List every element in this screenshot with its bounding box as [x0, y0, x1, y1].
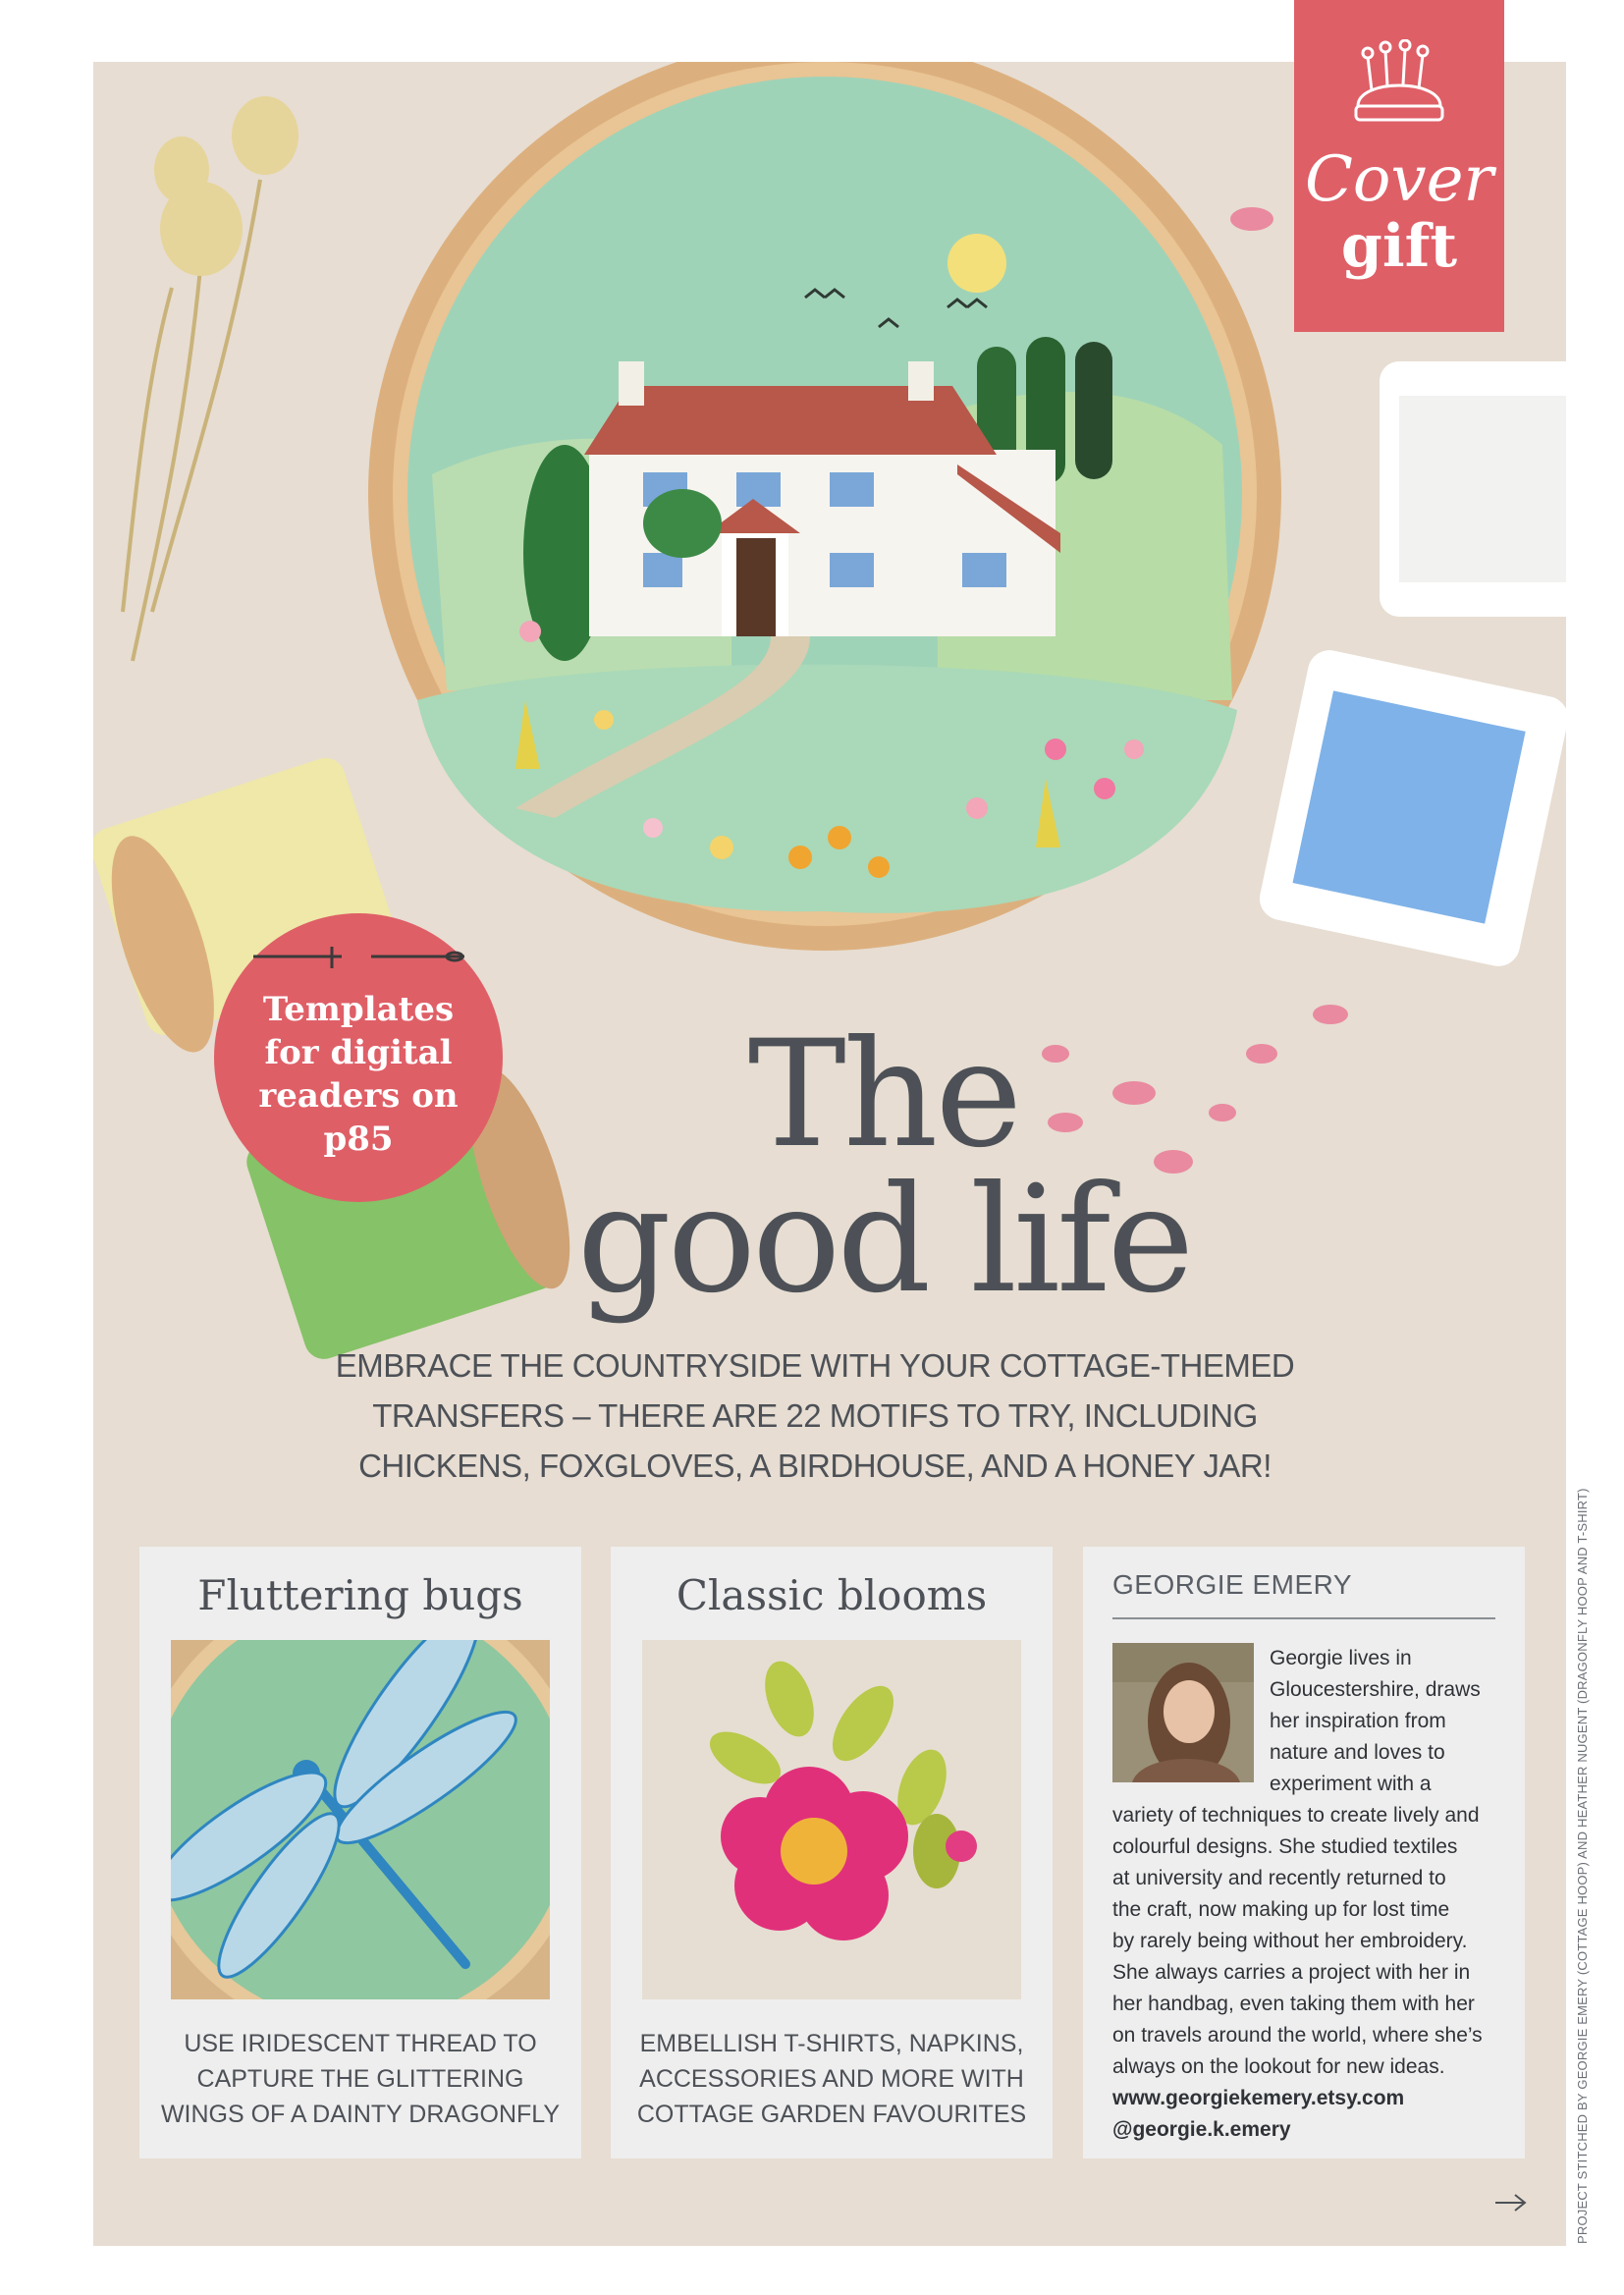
bio-line: Gloucestershire, draws — [1270, 1678, 1481, 1701]
pincushion-icon — [1350, 39, 1448, 137]
title-line1: The — [747, 1010, 1020, 1180]
thread-card-white — [1380, 361, 1566, 617]
photo-credit-text: PROJECT STITCHED BY GEORGIE EMERY (COTTAGE HOOP) AND HEATHER NUGENT (DRAGONFLY HOOP AND T-SHIRT) — [1575, 1488, 1590, 2244]
bio-line: on travels around the world, where she’s — [1112, 2024, 1483, 2047]
bio-line: Georgie lives in — [1270, 1647, 1412, 1669]
title-line2: good life — [576, 1155, 1191, 1326]
bio-line: nature and loves to — [1270, 1741, 1445, 1764]
card-classic-blooms — [611, 1547, 1053, 2158]
card-title: Fluttering bugs — [197, 1571, 523, 1619]
card-caption — [621, 2026, 1043, 2132]
arrow-right-icon[interactable] — [1493, 2193, 1529, 2213]
standfirst-line2: TRANSFERS – THERE ARE 22 MOTIFS TO TRY, INCLUDING — [372, 1397, 1258, 1434]
bio-line: always on the lookout for new ideas. — [1112, 2055, 1445, 2078]
card-fluttering-bugs — [139, 1547, 581, 2158]
bio-line: She always carries a project with her in — [1112, 1961, 1471, 1984]
cover-gift-tag — [1294, 0, 1504, 332]
standfirst-line1: EMBRACE THE COUNTRYSIDE WITH YOUR COTTAGE-THEMED — [335, 1347, 1295, 1384]
bio-line: colourful designs. She studied textiles — [1112, 1835, 1458, 1858]
caption-line3: COTTAGE GARDEN FAVOURITES — [636, 2101, 1027, 2128]
bio-line: at university and recently returned to — [1112, 1867, 1446, 1889]
caption-line2: ACCESSORIES AND MORE WITH — [639, 2065, 1024, 2093]
caption-line2: CAPTURE THE GLITTERING — [196, 2065, 524, 2093]
templates-badge — [214, 913, 503, 1202]
bio-line: her handbag, even taking them with her — [1112, 1993, 1475, 2015]
standfirst — [324, 1340, 1306, 1491]
caption-line3: WINGS OF A DAINTY DRAGONFLY — [160, 2101, 561, 2128]
embroidery-hoop — [368, 62, 1281, 951]
templates-line1: Templates — [262, 990, 455, 1029]
bio-line: the craft, now making up for lost time — [1112, 1898, 1450, 1921]
bio-line: experiment with a — [1270, 1773, 1432, 1795]
designer-social-handle[interactable]: @georgie.k.emery — [1112, 2118, 1291, 2141]
caption-line1: EMBELLISH T-SHIRTS, NAPKINS, — [639, 2030, 1024, 2057]
designer-name: GEORGIE EMERY — [1112, 1569, 1353, 1600]
cover-gift-line2: gift — [1340, 212, 1458, 281]
flower-embroidery — [642, 1640, 1021, 1999]
page-title — [491, 1010, 1276, 1326]
needles-icon — [244, 943, 473, 972]
divider — [1112, 1617, 1495, 1619]
bio-line: by rarely being without her embroidery. — [1112, 1930, 1468, 1952]
templates-line4: p85 — [323, 1120, 394, 1159]
card-title: Classic blooms — [676, 1571, 988, 1619]
designer-bio — [1112, 1643, 1505, 2146]
standfirst-line3: CHICKENS, FOXGLOVES, A BIRDHOUSE, AND A HONEY JAR! — [358, 1448, 1272, 1484]
photo-credit — [1575, 1488, 1597, 2244]
bio-line: her inspiration from — [1270, 1710, 1446, 1732]
caption-line1: USE IRIDESCENT THREAD TO — [184, 2030, 537, 2057]
bio-line: variety of techniques to create lively and — [1112, 1804, 1480, 1827]
cover-gift-line1: Cover — [1304, 143, 1494, 216]
thread-card-blue — [1256, 646, 1566, 970]
templates-line3: readers on — [258, 1076, 459, 1116]
templates-line2: for digital — [264, 1033, 453, 1072]
dragonfly-embroidery — [171, 1640, 550, 1999]
designer-website-link[interactable]: www.georgiekemery.etsy.com — [1112, 2087, 1405, 2109]
designer-bio-card — [1083, 1547, 1525, 2158]
card-caption — [149, 2026, 571, 2132]
